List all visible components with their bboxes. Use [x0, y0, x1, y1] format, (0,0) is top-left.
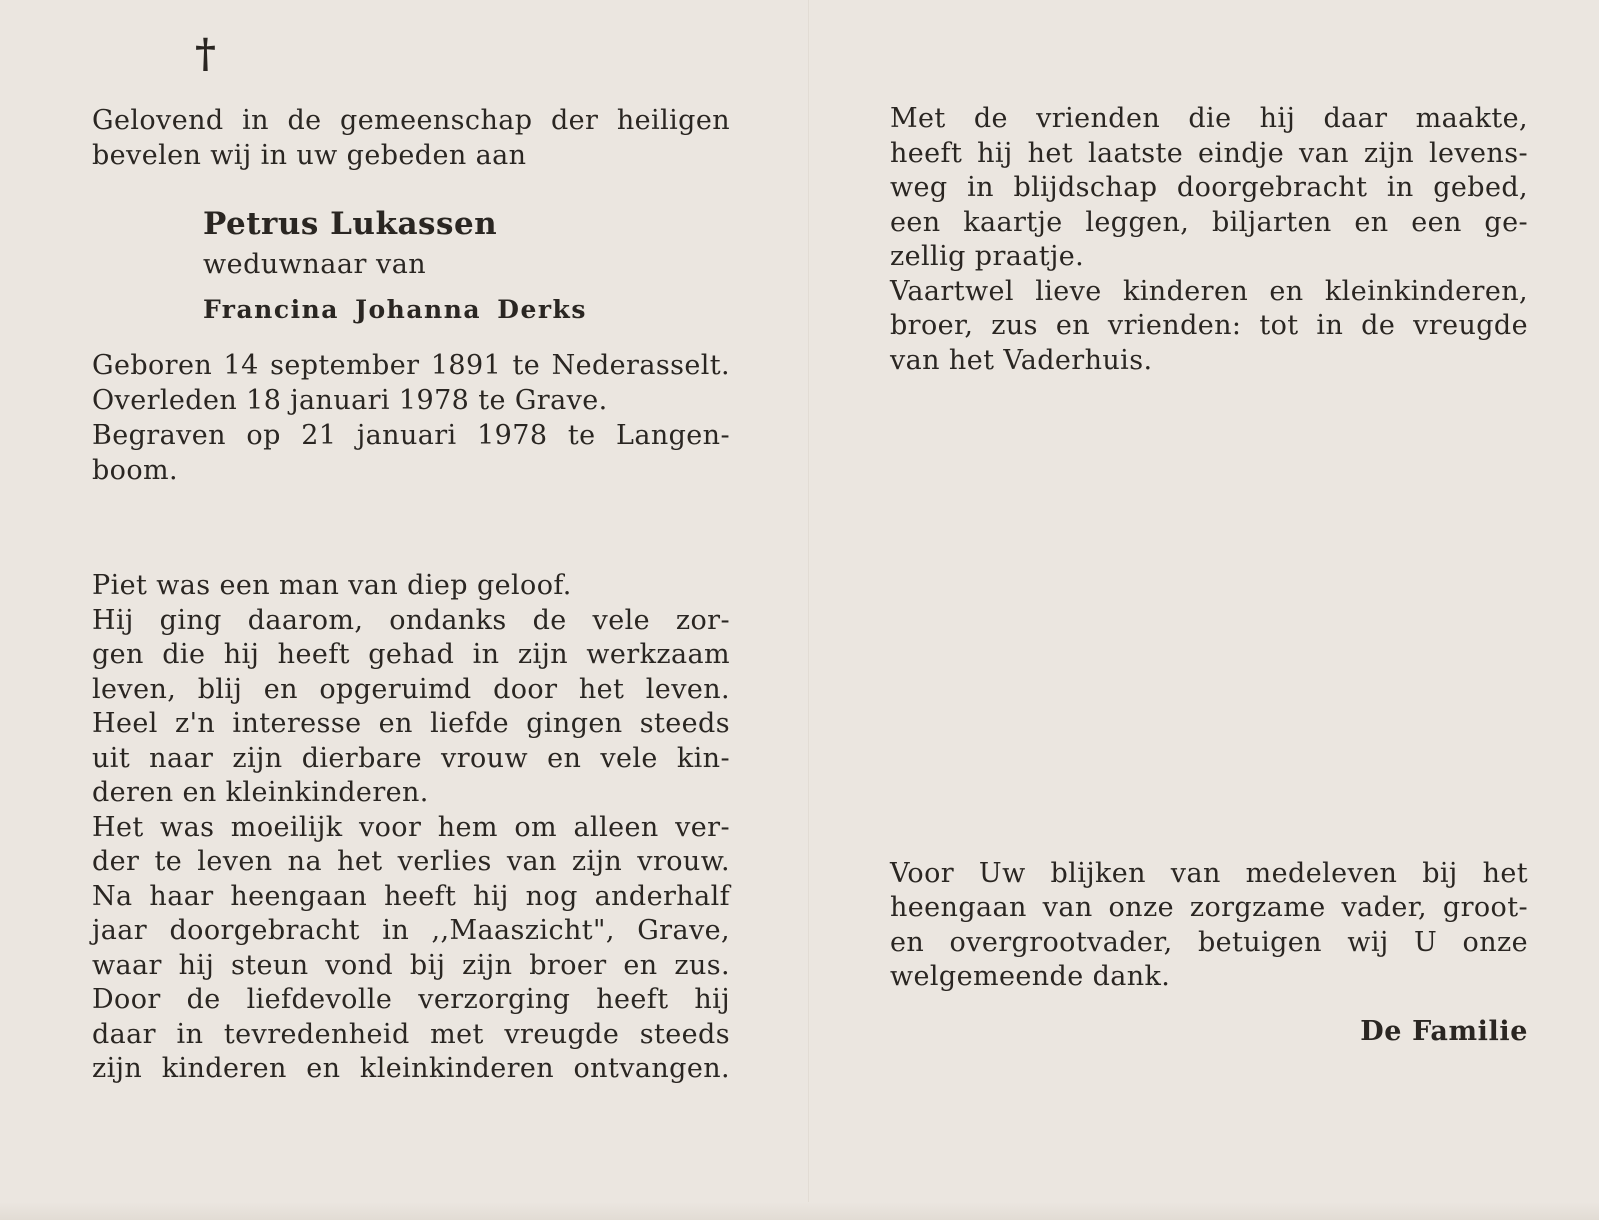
biography-line: der te leven na het verlies van zijn vrouw. — [92, 846, 730, 877]
family-signature: De Familie — [1360, 1016, 1528, 1047]
spouse-name: Francina Johanna Derks — [203, 295, 587, 324]
biography-line: daar in tevredenheid met vreugde steeds — [92, 1019, 730, 1050]
biography-line: Na haar heengaan heeft hij nog anderhalf — [92, 881, 730, 912]
biography-line: jaar doorgebracht in ,,Maaszicht", Grave, — [92, 915, 730, 946]
farewell-line: heeft hij het laatste eindje van zijn levens- — [890, 138, 1528, 169]
farewell-line: van het Vaderhuis. — [890, 345, 1153, 376]
date-line: Geboren 14 september 1891 te Nederasselt. — [92, 350, 730, 381]
biography-line: leven, blij en opgeruimd door het leven. — [92, 674, 730, 705]
right-page — [890, 0, 1528, 1220]
biography-line: Piet was een man van diep geloof. — [92, 570, 572, 601]
farewell-line: een kaartje leggen, biljarten en een ge- — [890, 207, 1528, 238]
intro-line: bevelen wij in uw gebeden aan — [92, 140, 527, 171]
biography-line: Door de liefdevolle verzorging heeft hij — [92, 984, 730, 1015]
farewell-line: weg in blijdschap doorgebracht in gebed, — [890, 172, 1528, 203]
biography-line: deren en kleinkinderen. — [92, 777, 429, 808]
biography-line: Het was moeilijk voor hem om alleen ver- — [92, 812, 730, 843]
widower-line: weduwnaar van — [203, 249, 427, 280]
deceased-name: Petrus Lukassen — [203, 206, 498, 242]
farewell-line: zellig praatje. — [890, 241, 1085, 272]
date-line: Begraven op 21 januari 1978 te Langen- — [92, 420, 730, 451]
thanks-line: welgemeende dank. — [890, 961, 1171, 992]
biography-line: gen die hij heeft gehad in zijn werkzaam — [92, 639, 730, 670]
date-line: Overleden 18 januari 1978 te Grave. — [92, 385, 608, 416]
biography-line: zijn kinderen en kleinkinderen ontvangen. — [92, 1053, 730, 1084]
thanks-line: en overgrootvader, betuigen wij U onze — [890, 927, 1528, 958]
biography-line: waar hij steun vond bij zijn broer en zus. — [92, 950, 730, 981]
biography-line: uit naar zijn dierbare vrouw en vele kin- — [92, 743, 730, 774]
intro-line: Gelovend in de gemeenschap der heiligen — [92, 105, 730, 136]
left-page — [92, 0, 730, 1220]
biography-line: Hij ging daarom, ondanks de vele zor- — [92, 605, 730, 636]
biography-line: Heel z'n interesse en liefde gingen steeds — [92, 708, 730, 739]
thanks-line: heengaan van onze zorgzame vader, groot- — [890, 892, 1528, 923]
farewell-line: Met de vrienden die hij daar maakte, — [890, 103, 1528, 134]
cross-icon: † — [195, 30, 216, 77]
farewell-line: Vaartwel lieve kinderen en kleinkinderen, — [890, 276, 1528, 307]
card-fold — [808, 0, 810, 1220]
farewell-line: broer, zus en vrienden: tot in de vreugde — [890, 310, 1528, 341]
date-line: boom. — [92, 455, 178, 486]
thanks-line: Voor Uw blijken van medeleven bij het — [890, 858, 1528, 889]
